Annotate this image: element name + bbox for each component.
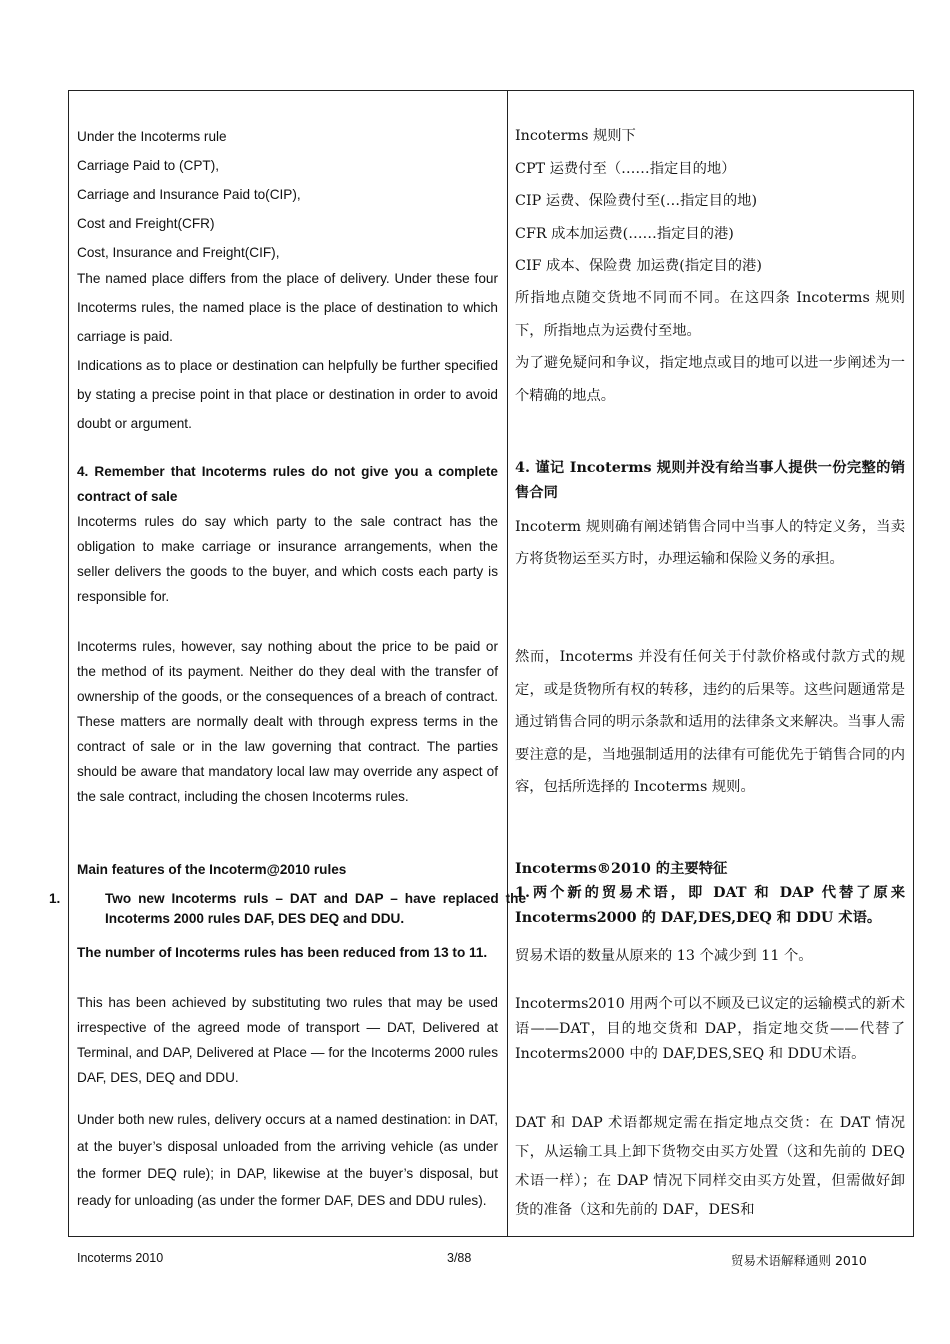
section4-heading-en: 4. Remember that Incoterms rules do not give you a complete contract of sale [77, 464, 498, 504]
indications-zh: 为了避免疑问和争议，指定地点或目的地可以进一步阐述为一个精确的地点。 [515, 355, 905, 404]
intro-line-zh: Incoterms 规则下 [515, 128, 636, 144]
section4-body-en: Incoterms rules do say which party to the sale contract has the obligation to make carriage or insurance arrangements, when the seller delivers the goods to the buyer, and which costs each party is responsible for. [77, 514, 498, 604]
intro-line-zh: CIP 运费、保险费付至(…指定目的地) [515, 193, 758, 209]
intro-line: Carriage Paid to (CPT), [77, 158, 220, 173]
reduced-heading-en: The number of Incoterms rules has been reduced from 13 to 11. [77, 945, 488, 960]
intro-line-zh: CPT 运费付至（……指定目的地） [515, 160, 736, 177]
intro-line: Carriage and Insurance Paid to(CIP), [77, 187, 301, 202]
named-place-zh: 所指地点随交货地不同而不同。在这四条 Incoterms 规则下，所指地点为运费付至地。 [515, 290, 905, 339]
item1-text-en: Two new Incoterms ruls – DAT and DAP – have replaced the Incoterms 2000 rules DAF, DES DEQ and DDU. [105, 891, 526, 926]
footer-page-number: 3/88 [447, 1251, 472, 1265]
under-both-paragraph-en: Under both new rules, delivery occurs at a named destination: in DAT, at the buyer’s disposal unloaded from the arriving vehicle (as under the former DEQ rule); in DAP, likewise at the buyer’s disposal, but ready for unloading (as under the former DAF, DES and DDU rules). [77, 1112, 498, 1208]
intro-line-zh: CIF 成本、保险费 加运费(指定目的港) [515, 258, 762, 274]
section4-body-zh: Incoterm 规则确有阐述销售合同中当事人的特定义务，当卖方将货物运至买方时，办理运输和保险义务的承担。 [515, 519, 905, 567]
however-paragraph-en: Incoterms rules, however, say nothing about the price to be paid or the method of its payment. Neither do they deal with the transfer of ownership of the goods, or the consequences of a breach of contract. These matters are normally dealt with through express terms in the contract of sale or in the law governing that contract. The parties should be aware that mandatory local law may override any aspect of the sale contract, including the chosen Incoterms rules. [77, 639, 498, 804]
column-divider [507, 90, 508, 1237]
item1-en [49, 889, 526, 929]
intro-line: Under the Incoterms rule [77, 129, 227, 144]
achieved-paragraph-zh: Incoterms2010 用两个可以不顾及已议定的运输模式的新术语——DAT，目的地交货和 DAP，指定地交货——代替了 Incoterms2000 中的 DAF,DES,SEQ 和 DDU术语。 [515, 996, 905, 1062]
intro-line-zh: CFR 成本加运费(……指定目的港) [515, 225, 734, 242]
intro-line: Cost, Insurance and Freight(CIF), [77, 245, 280, 260]
intro-lines-en [77, 122, 498, 267]
indications-en: Indications as to place or destination can helpfully be further specified by stating a precise point in that place or destination in order to avoid doubt or argument. [77, 358, 498, 431]
intro-line: Cost and Freight(CFR) [77, 216, 215, 231]
section4-heading-zh [515, 456, 905, 506]
however-paragraph-zh: 然而，Incoterms 并没有任何关于付款价格或付款方式的规定，或是货物所有权的转移，违约的后果等。这些问题通常是通过销售合同的明示条款和适用的法律条文来解决。当事人需要注意的是，当地强制适用的法律有可能优先于销售合同的内容，包括所选择的 Incoterms 规则。 [515, 649, 905, 795]
section4-heading-text-zh: 4. 谨记 Incoterms 规则并没有给当事人提供一份完整的销售合同 [515, 460, 905, 501]
footer-left: Incoterms 2010 [77, 1251, 164, 1265]
reduced-zh: 贸易术语的数量从原来的 13 个减少到 11 个。 [515, 948, 813, 964]
item1-zh: 1.两个新的贸易术语，即 DAT 和 DAP 代替了原来 Incoterms2000 的 DAF,DES,DEQ 和 DDU 术语。 [515, 885, 905, 926]
achieved-paragraph-en: This has been achieved by substituting two rules that may be used irrespective of the agreed mode of transport — DAT, Delivered at Terminal, and DAP, Delivered at Place — for the Incoterms 2000 rules DAF, DES, DEQ and DDU. [77, 995, 498, 1085]
footer-right: 贸易术语解释通则 2010 [731, 1253, 867, 1268]
main-features-heading-en: Main features of the Incoterm@2010 rules [77, 862, 347, 877]
item1-number: 1. [49, 891, 61, 906]
main-features-heading-zh: Incoterms®2010 的主要特征 [515, 861, 728, 877]
named-place-en: The named place differs from the place of delivery. Under these four Incoterms rules, the named place is the place of destination to which carriage is paid. [77, 271, 498, 344]
intro-lines-zh [515, 120, 905, 283]
under-both-paragraph-zh: DAT 和 DAP 术语都规定需在指定地点交货：在 DAT 情况下，从运输工具上卸下货物交由买方处置（这和先前的 DEQ 术语一样）；在 DAP 情况下同样交由买方处置，但需做好卸货的准备（这和先前的 DAF，DES和 [515, 1115, 905, 1218]
